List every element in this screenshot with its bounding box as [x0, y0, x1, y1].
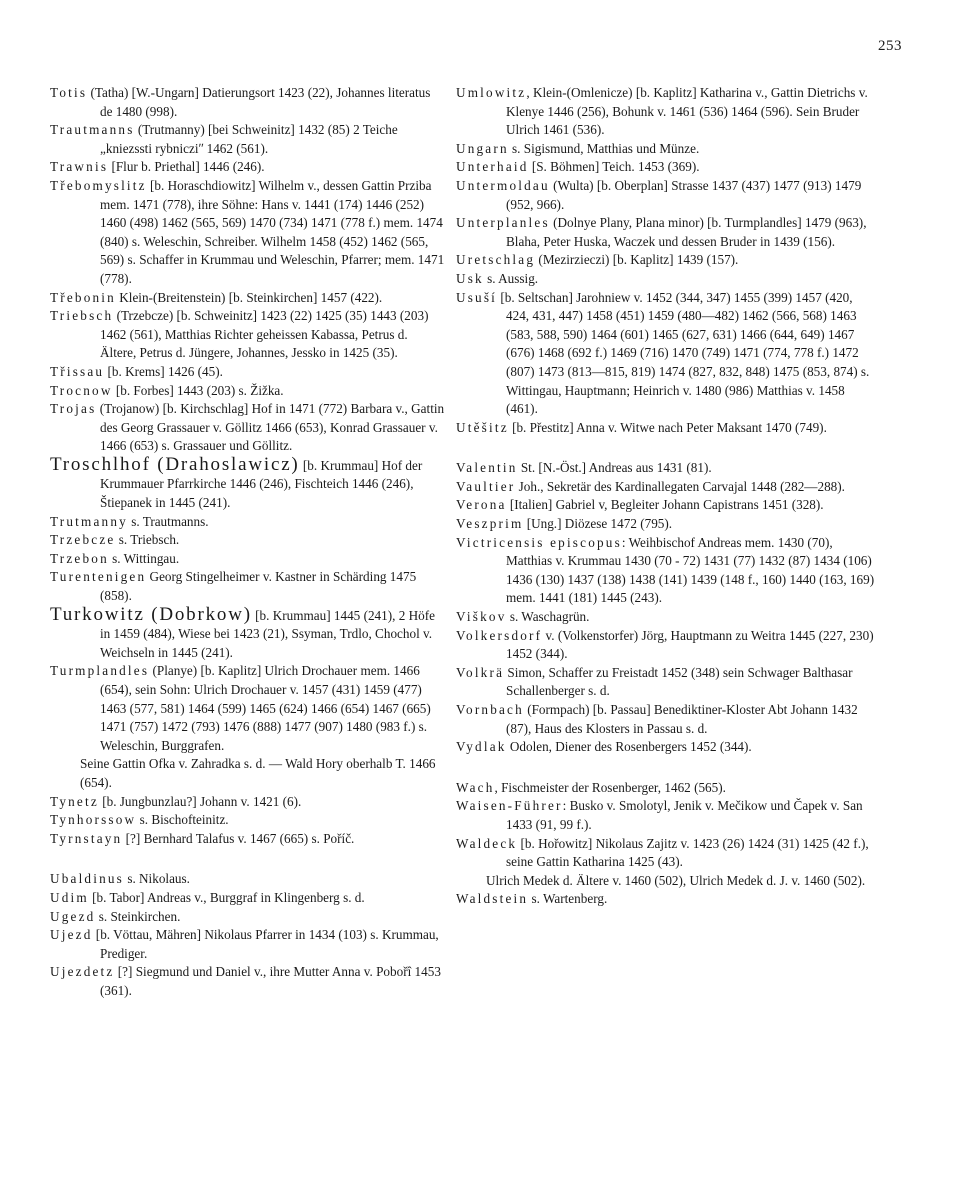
index-entry: [456, 496, 876, 515]
entry-headword: Viškov: [456, 609, 507, 625]
entry-text: (Trutmanny) [bei Schweinitz] 1432 (85) 2 Teiche „kniezssti rybnicziʺ 1462 (561).: [100, 122, 398, 156]
left-column: [50, 84, 445, 1001]
entry-text: s. Waschagrün.: [506, 609, 590, 625]
entry-headword: Waldstein: [456, 891, 529, 907]
index-entry: [50, 550, 445, 569]
entry-text: : Weihbischof Andreas mem. 1430 (70), Matthias v. Krummau 1430 (70 - 72) 1431 (77) 1432 (87) 1434 (106) 1436 (130) 1437 (138) 1438 (141) 1439 (148 f., 160) 1440 (163, 169) mem. 1441 (181) 1445 (243).: [506, 534, 875, 606]
entry-headword: Vydlak: [456, 739, 507, 755]
index-entry: [50, 793, 445, 812]
index-entry: [50, 568, 445, 605]
entry-headword: Třissau: [50, 363, 105, 379]
entry-headword: Turmplandles: [50, 663, 150, 679]
index-entry: [456, 608, 876, 627]
entry-text: [Ung.] Diözese 1472 (795).: [523, 516, 673, 532]
index-entry: [456, 779, 876, 798]
index-entry: [50, 830, 445, 849]
entry-text: s. Trautmanns.: [127, 513, 209, 529]
entry-text: [b. Jungbunzlau?] Johann v. 1421 (6).: [98, 793, 302, 809]
index-entry: [50, 811, 445, 830]
entry-text: Seine Gattin Ofka v. Zahradka s. d. — Wald Hory oberhalb T. 1466 (654).: [80, 756, 436, 790]
entry-text: (Dolnye Plany, Plana minor) [b. Turmplandles] 1479 (963), Blaha, Peter Huska, Waczek und dessen Bruder in 1439 (156).: [506, 215, 867, 249]
index-entry: [50, 603, 445, 663]
entry-headword: Usk: [456, 270, 484, 286]
entry-headword: Ungarn: [456, 140, 509, 156]
entry-text: [Flur b. Priethal] 1446 (246).: [108, 159, 265, 175]
index-entry: [456, 140, 876, 159]
entry-headword: Unterplanles: [456, 215, 550, 231]
index-entry: [456, 515, 876, 534]
entry-headword: Waisen-Führer: [456, 798, 563, 814]
entry-headword: Trzebon: [50, 550, 109, 566]
entry-headword: Vornbach: [456, 702, 524, 717]
index-entry: [50, 363, 445, 382]
index-entry: [50, 400, 445, 456]
entry-text: [b. Vöttau, Mähren] Nikolaus Pfarrer in 1434 (103) s. Krummau, Prediger.: [92, 927, 439, 961]
entry-headword: Třebomyslitz: [50, 177, 147, 193]
index-entry: [456, 664, 876, 701]
entry-headword: Ubaldinus: [50, 871, 125, 887]
section-gap: [50, 848, 445, 870]
index-entry: [456, 701, 876, 738]
entry-headword: Tynetz: [50, 793, 99, 809]
index-entry: [456, 534, 876, 608]
entry-text: s. Steinkirchen.: [95, 908, 181, 924]
entry-headword: Turkowitz (Dobrkow): [50, 603, 252, 625]
entry-text: Georg Stingelheimer v. Kastner in Schärding 1475 (858).: [100, 569, 417, 604]
entry-headword: Trawnis: [50, 159, 109, 175]
entry-headword: Ujezd: [50, 927, 93, 943]
entry-text: [b. Forbes] 1443 (203) s. Žižka.: [112, 382, 284, 398]
index-entry: [456, 158, 876, 177]
entry-headword: Volkersdorf: [456, 627, 543, 643]
entry-text: [b. Krummau] Hof der Krummauer Pfarrkirche 1446 (246), Fischteich 1446 (246), Štiepanek in 1445 (241).: [100, 457, 423, 511]
entry-text: s. Triebsch.: [115, 532, 180, 548]
index-entry: [456, 84, 876, 140]
entry-headword: Veszprim: [456, 516, 524, 532]
entry-headword: Turentenigen: [50, 569, 147, 585]
entry-text: v. (Volkenstorfer) Jörg, Hauptmann zu Weitra 1445 (227, 230) 1452 (344).: [506, 627, 874, 662]
entry-text: , Fischmeister der Rosenberger, 1462 (565).: [494, 779, 726, 795]
index-entry: [456, 872, 876, 891]
entry-text: Odolen, Diener des Rosenbergers 1452 (344).: [506, 739, 752, 755]
entry-headword: Usuší: [456, 289, 498, 305]
right-column: [456, 84, 876, 909]
entry-headword: Trojas: [50, 401, 97, 417]
entry-text: (Trzebcze) [b. Schweinitz] 1423 (22) 1425 (35) 1443 (203) 1462 (561), Matthias Richter geheissen Kabassa, Petrus d. Ältere, Petrus d. Jüngere, Johannes, Jessko in 1425 (35).: [100, 308, 429, 361]
entry-text: St. [N.-Öst.] Andreas aus 1431 (81).: [517, 460, 712, 476]
index-entry: [456, 289, 876, 419]
index-entry: [50, 662, 445, 755]
entry-text: Klein-(Breitenstein) [b. Steinkirchen] 1457 (422).: [115, 289, 383, 305]
entry-headword: Vaultier: [456, 478, 516, 494]
entry-headword: Untermoldau: [456, 177, 550, 193]
entry-text: Joh., Sekretär des Kardinallegaten Carvajal 1448 (282—288).: [515, 478, 845, 494]
index-entry: [50, 531, 445, 550]
entry-text: (Formpach) [b. Passau] Benediktiner-Kloster Abt Johann 1432 (87), Haus des Klosters in Passau s. d.: [506, 702, 858, 736]
entry-headword: Troschlhof (Drahoslawicz): [50, 453, 300, 475]
entry-text: [b. Seltschan] Jarohniew v. 1452 (344, 347) 1455 (399) 1457 (420, 424, 431, 447) 1458 (451) 1459 (480—482) 1462 (566, 568) 1463 (583, 588, 590) 1464 (601) 1465 (627, 631) 1466 (644, 649) 1467 (676) 1468 (692 f.) 1469 (716) 1470 (749) 1471 (774, 778 f.) 1472 (807) 1473 (813—815, 819) 1474 (827, 832, 848) 1475 (853, 874) s. Wittingau, Hauptmann; Heinrich v. 1480 (986) Matthias v. 1458 (461).: [497, 289, 870, 417]
entry-text: : Busko v. Smolotyl, Jenik v. Mečikow und Čapek v. San 1433 (91, 99 f.).: [506, 798, 863, 832]
index-entry: [456, 738, 876, 757]
entry-text: [b. Horaschdiowitz] Wilhelm v., dessen Gattin Prziba mem. 1471 (778), ihre Söhne: Hans v. 1441 (174) 1446 (252) 1460 (498) 1462 (565, 569) 1470 (734) 1471 (778 f.) mem. 1474 (840) s. Weleschin, Schreiber. Wilhelm 1458 (452) 1462 (565, 569) s. Schaffer in Krummau und Weleschin, Pfarrer; mem. 1471 (778).: [100, 177, 445, 286]
index-entry: [50, 121, 445, 158]
index-entry: [456, 214, 876, 251]
index-entry: [456, 270, 876, 289]
entry-headword: Uretschlag: [456, 252, 536, 268]
index-entry: [456, 419, 876, 438]
entry-headword: Tynhorssow: [50, 812, 137, 828]
index-entry: [50, 453, 445, 513]
entry-headword: Wach: [456, 779, 495, 795]
index-entry: [50, 84, 445, 121]
index-entry: [50, 870, 445, 889]
entry-text: (Trojanow) [b. Kirchschlag] Hof in 1471 (772) Barbara v., Gattin des Georg Grassauer v. Göllitz 1466 (653), Konrad Grassauer v. 1466 (653) s. Grassauer und Göllitz.: [96, 401, 445, 454]
entry-text: s. Nikolaus.: [124, 871, 190, 887]
entry-headword: Trocnow: [50, 382, 113, 398]
entry-text: (Wulta) [b. Oberplan] Strasse 1437 (437) 1477 (913) 1479 (952, 966).: [506, 177, 862, 212]
entry-text: (Mezirzieczi) [b. Kaplitz] 1439 (157).: [535, 252, 739, 268]
entry-headword: Volkrä: [456, 664, 505, 680]
index-entry: [456, 627, 876, 664]
entry-text: s. Wittingau.: [108, 550, 180, 566]
index-entry: [50, 513, 445, 532]
entry-headword: Ugezd: [50, 908, 96, 924]
index-entry: [50, 963, 445, 1000]
entry-headword: Ujezdetz: [50, 964, 115, 980]
entry-headword: Udim: [50, 889, 89, 905]
entry-headword: Umlowitz: [456, 85, 527, 100]
page-number: 253: [878, 38, 902, 54]
entry-headword: Unterhaid: [456, 159, 529, 175]
index-entry: [456, 459, 876, 478]
index-entry: [456, 797, 876, 834]
index-entry: [50, 755, 445, 792]
index-entry: [50, 926, 445, 963]
entry-headword: Trutmanny: [50, 513, 128, 529]
index-entry: [50, 289, 445, 308]
entry-text: [b. Přestitz] Anna v. Witwe nach Peter Maksant 1470 (749).: [508, 419, 827, 435]
entry-headword: Třebonin: [50, 289, 116, 305]
index-entry: [456, 251, 876, 270]
entry-headword: Victricensis episcopus: [456, 534, 622, 550]
entry-text: Ulrich Medek d. Ältere v. 1460 (502), Ulrich Medek d. J. v. 1460 (502).: [486, 872, 866, 888]
entry-text: [b. Hořowitz] Nikolaus Zajitz v. 1423 (26) 1424 (31) 1425 (42 f.), seine Gattin Katharina 1425 (43).: [506, 835, 869, 870]
entry-text: s. Aussig.: [483, 270, 539, 286]
entry-headword: Trautmanns: [50, 122, 135, 138]
entry-text: s. Bischofteinitz.: [136, 812, 229, 828]
entry-text: Simon, Schaffer zu Freistadt 1452 (348) sein Schwager Balthasar Schallenberger s. d.: [504, 664, 853, 699]
section-gap: [456, 437, 876, 459]
index-entry: [456, 177, 876, 214]
entry-headword: Utěšitz: [456, 419, 509, 435]
entry-text: , Klein-(Omlenicze) [b. Kaplitz] Katharina v., Gattin Dietrichs v. Klenye 1446 (256), Bohunk v. 1461 (536) 1464 (596). Sein Bruder Ulrich 1461 (536).: [506, 85, 868, 138]
index-entry: [50, 307, 445, 363]
entry-headword: Triebsch: [50, 308, 114, 324]
entry-headword: Trzebcze: [50, 532, 116, 548]
entry-text: (Tatha) [W.-Ungarn] Datierungsort 1423 (22), Johannes literatus de 1480 (998).: [87, 85, 431, 119]
entry-text: (Planye) [b. Kaplitz] Ulrich Drochauer mem. 1466 (654), sein Sohn: Ulrich Drochauer v. 1457 (431) 1459 (477) 1463 (577, 581) 1464 (599) 1465 (624) 1466 (654) 1467 (665) 1471 (757) 1472 (793) 1476 (888) 1477 (907) 1480 (983 f.) s. Weleschin, Burggrafen.: [100, 663, 431, 753]
index-entry: [50, 177, 445, 289]
index-entry: [456, 890, 876, 909]
entry-headword: Totis: [50, 85, 88, 100]
index-entry: [50, 158, 445, 177]
entry-text: [?] Bernhard Talafus v. 1467 (665) s. Poříč.: [122, 830, 355, 846]
entry-headword: Verona: [456, 497, 507, 513]
entry-text: s. Sigismund, Matthias und Münze.: [508, 140, 700, 156]
index-entry: [50, 889, 445, 908]
section-gap: [456, 757, 876, 779]
entry-text: s. Wartenberg.: [528, 891, 608, 907]
index-entry: [50, 908, 445, 927]
index-entry: [456, 478, 876, 497]
index-entry: [50, 382, 445, 401]
entry-headword: Waldeck: [456, 835, 518, 851]
entry-text: [b. Krummau] 1445 (241), 2 Höfe in 1459 (484), Wiese bei 1423 (21), Ssyman, Trdlo, Chochol v. Weichseln in 1445 (241).: [100, 607, 435, 660]
index-entry: [456, 835, 876, 872]
entry-text: [Italien] Gabriel v, Begleiter Johann Capistrans 1451 (328).: [506, 497, 824, 513]
entry-text: [S. Böhmen] Teich. 1453 (369).: [528, 159, 700, 175]
entry-text: [?] Siegmund und Daniel v., ihre Mutter Anna v. Pobořî 1453 (361).: [100, 964, 441, 998]
entry-text: [b. Tabor] Andreas v., Burggraf in Klingenberg s. d.: [88, 889, 365, 905]
entry-headword: Tyrnstayn: [50, 830, 123, 846]
entry-headword: Valentin: [456, 460, 518, 476]
entry-text: [b. Krems] 1426 (45).: [104, 363, 223, 379]
